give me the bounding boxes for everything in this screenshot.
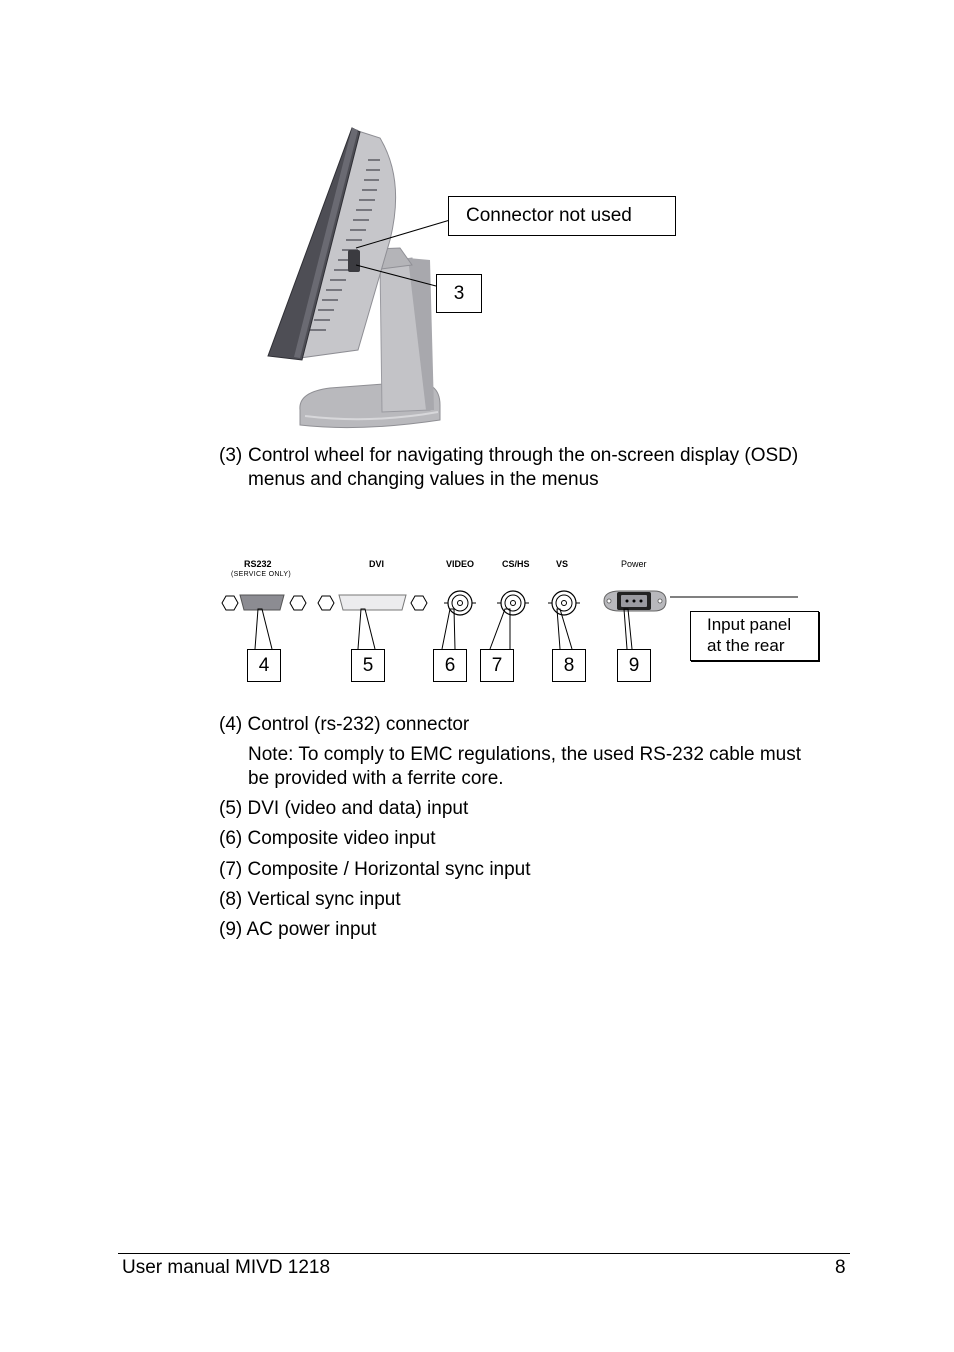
callout-number-6: 6 (433, 649, 467, 682)
label-power: Power (621, 559, 647, 569)
callout-number-4: 4 (247, 649, 281, 682)
item6: (6) Composite video input (219, 828, 436, 849)
label-vs: VS (556, 559, 569, 569)
item3-line2: menus and changing values in the menus (248, 469, 599, 490)
note-line1: Note: To comply to EMC regulations, the used RS-232 cable must (248, 744, 802, 765)
bnc-video-connector (444, 591, 476, 615)
connector-not-used-callout (448, 196, 676, 236)
bnc-vs-connector (548, 591, 580, 615)
callout-number-3: 3 (436, 274, 482, 313)
callout-number-7: 7 (480, 649, 514, 682)
item8: (8) Vertical sync input (219, 889, 401, 910)
item5: (5) DVI (video and data) input (219, 798, 469, 819)
label-rs232: RS232 (244, 559, 272, 569)
item4: (4) Control (rs-232) connector (219, 714, 470, 735)
label-rs232-service-only: (SERVICE ONLY) (231, 571, 291, 578)
callout-number-5: 5 (351, 649, 385, 682)
dvi-connector (318, 595, 427, 610)
label-dvi: DVI (369, 559, 385, 569)
label-video: VIDEO (446, 559, 475, 569)
footer-title: User manual MIVD 1218 (122, 1257, 331, 1278)
item9: (9) AC power input (219, 919, 377, 940)
callout-number-8: 8 (552, 649, 586, 682)
label-cshs: CS/HS (502, 559, 530, 569)
input-panel-rear-callout (690, 611, 819, 661)
callout-number-9: 9 (617, 649, 651, 682)
rs232-connector (222, 595, 306, 610)
note-line2: be provided with a ferrite core. (248, 768, 504, 789)
footer-rule (118, 1253, 850, 1254)
footer-page-number: 8 (835, 1257, 846, 1278)
item7: (7) Composite / Horizontal sync input (219, 859, 531, 880)
item3-line1: Control wheel for navigating through the on-screen display (OSD) (248, 445, 799, 466)
input-panel-line1: Input panel (707, 615, 792, 634)
input-panel-line2: at the rear (707, 636, 785, 655)
power-inlet (604, 591, 666, 611)
bnc-cshs-connector (497, 591, 529, 615)
connector-not-used-text: Connector not used (466, 205, 632, 226)
item3-marker: (3) (219, 445, 243, 466)
